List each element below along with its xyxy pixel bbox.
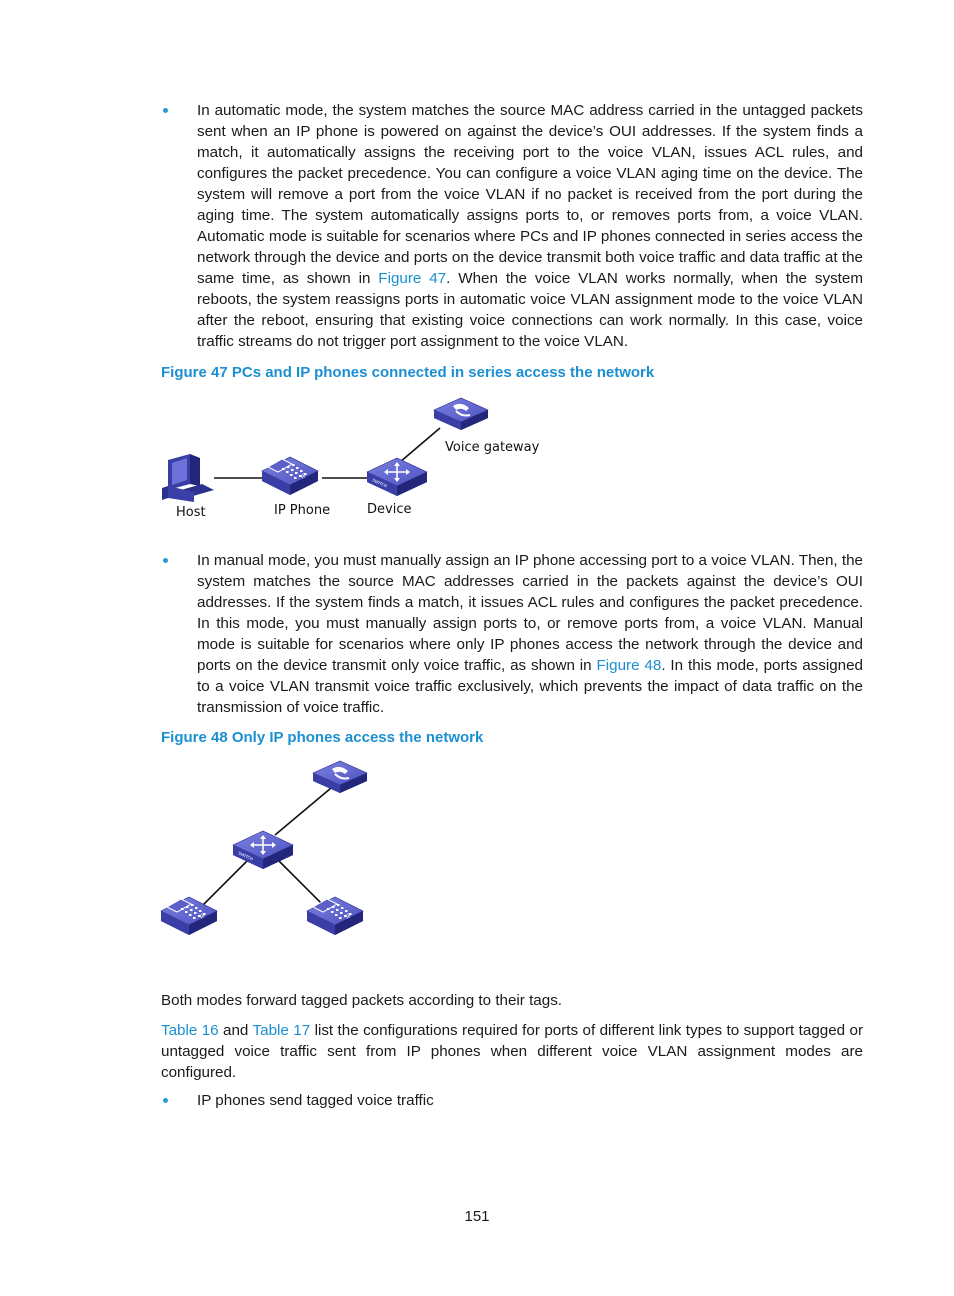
ip-phone-label: IP Phone [274, 503, 331, 518]
host-label: Host [176, 505, 206, 520]
bullet-dot [163, 1098, 168, 1103]
voice-gateway-icon [313, 761, 367, 793]
tables-description: list the configurations required for ports of different link types to support tagged or untagged voice traffic sent from IP phones when different voice VLAN assignment modes are configured. [161, 1022, 864, 1081]
automatic-mode-paragraph [197, 100, 863, 352]
bullet-dot [163, 558, 168, 563]
table-16-link[interactable]: Table 16 [161, 1022, 219, 1039]
and-text: and [218, 1022, 253, 1039]
switch-icon-mark: SWITCH [371, 477, 388, 489]
table-17-link[interactable]: Table 17 [252, 1022, 311, 1039]
figure-48-link[interactable]: Figure 48 [596, 657, 662, 674]
ip-phone-icon-right-mark: IP [344, 912, 353, 921]
voice-gateway-label: Voice gateway [445, 440, 540, 455]
host-icon [162, 454, 214, 502]
figure-47-caption: Figure 47 PCs and IP phones connected in series access the network [161, 364, 655, 381]
manual-mode-text: In manual mode, you must manually assign an IP phone accessing port to a voice VLAN. Then, the system matches the source MAC addresses carried in the packets against the device’s OUI addresses. If the system finds a match, it issues ACL rules and configures the packet precedence. In this mode, you must manually assign ports to, or remove ports from, a voice VLAN. Manual mode is suitable for scenarios where only IP phones access the network through the device and ports on the device transmit only voice traffic, as shown in [197, 552, 863, 674]
both-modes-paragraph: Both modes forward tagged packets according to their tags. [161, 992, 563, 1009]
ip-phone-icon-right [307, 897, 363, 935]
device-label: Device [367, 502, 412, 517]
ip-phone-icon-left [161, 897, 217, 935]
tables-paragraph [161, 1020, 863, 1083]
ip-phone-icon-mark: IP [299, 472, 308, 481]
page-number: 151 [464, 1208, 490, 1225]
ip-phone-icon [262, 457, 318, 495]
switch-icon [367, 458, 427, 496]
bullet-dot [163, 108, 168, 113]
automatic-mode-text-continued: . When the voice VLAN works normally, when the system reboots, the system reassigns ports in automatic voice VLAN assignment mode to the voice VLAN after the reboot, ensuring that existing voice connections can work normally. In this case, voice traffic streams do not trigger port assignment to the voice VLAN. [197, 270, 863, 350]
figure-48-caption: Figure 48 Only IP phones access the network [161, 729, 484, 746]
switch-icon [233, 831, 293, 869]
automatic-mode-text: In automatic mode, the system matches the source MAC address carried in the untagged packets sent when an IP phone is powered on against the device’s OUI addresses. If the system finds a match, it automatically assigns the receiving port to the voice VLAN, issues ACL rules, and configures the packet precedence. You can configure a voice VLAN aging time on the device. The system will remove a port from the voice VLAN if no packet is received from the port during the aging time. The system automatically assigns ports to, or removes ports from, a voice VLAN. Automatic mode is suitable for scenarios where PCs and IP phones connected in series access the network through the device and ports on the device transmit both voice traffic and data traffic at the same time, as shown in [197, 102, 863, 287]
figure-48-diagram [155, 755, 395, 945]
manual-mode-text-continued: . In this mode, ports assigned to a voice VLAN transmit voice traffic exclusively, which prevents the impact of data traffic on the transmission of voice traffic. [197, 657, 864, 716]
figure-47-link[interactable]: Figure 47 [378, 270, 447, 287]
ip-phone-icon-left-mark: IP [198, 912, 207, 921]
switch-icon-mark: SWITCH [237, 850, 254, 862]
link-switch-gateway [275, 783, 337, 835]
voice-gateway-icon [434, 398, 488, 430]
link-device-gateway [400, 428, 440, 462]
manual-mode-paragraph [197, 550, 863, 718]
tagged-traffic-bullet: IP phones send tagged voice traffic [197, 1092, 434, 1109]
figure-47-diagram [150, 390, 550, 530]
